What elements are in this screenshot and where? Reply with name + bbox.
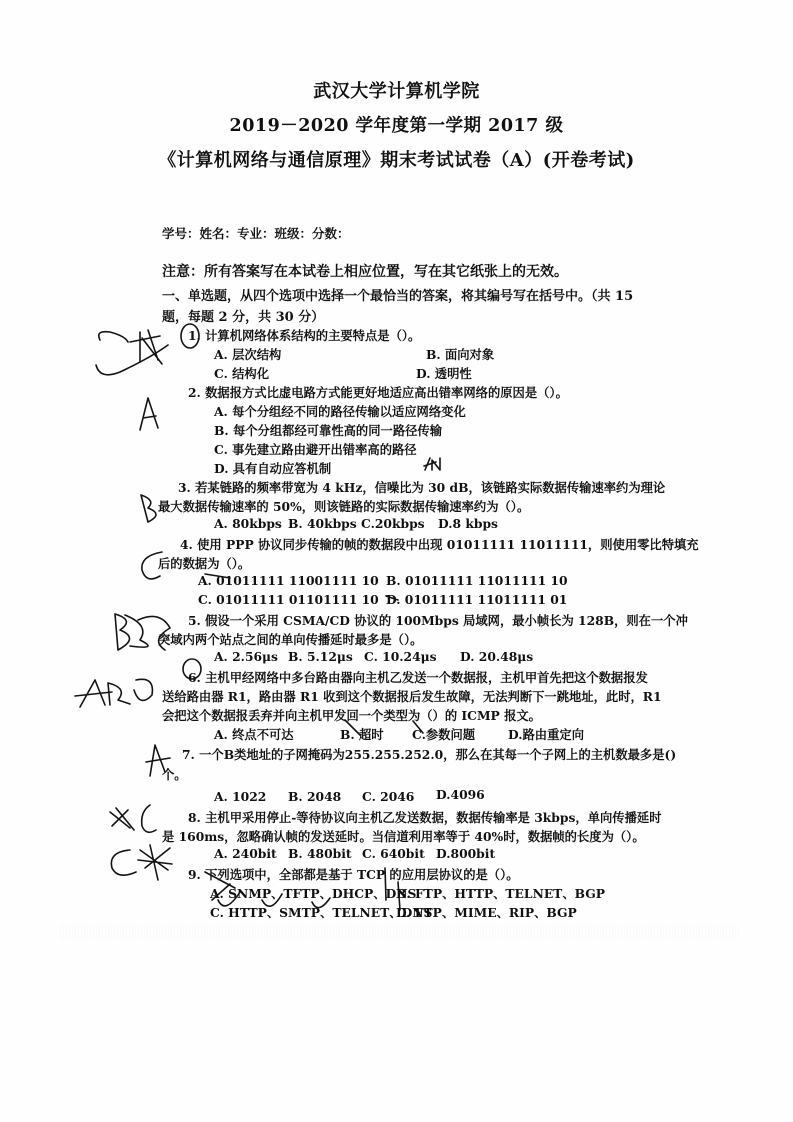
q8-handwritten-answer-c <box>110 805 156 832</box>
exam-title: 《计算机网络与通信原理》期末考试试卷（A）(开卷考试) <box>158 150 635 171</box>
question-9-stem: 9. 下列选项中，全部都是基于 TCP 的应用层协议的是（）。 <box>188 867 519 882</box>
q6-option-d: D.路由重定向 <box>508 727 584 742</box>
q3-option-c: C.20kbps <box>361 516 425 531</box>
q5-option-b: B. 5.12μs <box>288 649 353 664</box>
question-4-stem-line1: 4. 使用 PPP 协议同步传输的帧的数据段中出现 01011111 11011111，则使用零比特填充 <box>180 537 699 552</box>
q4-option-a: A. 01011111 11001111 10 <box>198 573 379 588</box>
q4-option-b: B. 01011111 11011111 10 <box>386 573 568 588</box>
q2-option-d: D. 具有自动应答机制 <box>214 461 332 476</box>
student-info-line: 学号：姓名：专业：班级：分数： <box>162 226 350 241</box>
university-title: 武汉大学计算机学院 <box>313 81 480 102</box>
question-6-stem-line2: 送给路由器 R1，路由器 R1 收到这个数据报后发生故障，无法判断下一跳地址，此时，R1 <box>162 689 662 704</box>
question-3-stem-line2: 最大数据传输速率的 50%，则该链路的实际数据传输速率约为（）。 <box>158 499 530 514</box>
question-8-stem-line1: 8. 主机甲采用停止-等待协议向主机乙发送数据，数据传输率是 3kbps，单向传播延时 <box>188 810 662 825</box>
question-4-stem-line2: 后的数据为（）。 <box>158 556 251 571</box>
q8-option-a: A. 240bit <box>214 846 277 861</box>
q1-option-b: B. 面向对象 <box>426 347 495 362</box>
q9-option-d: D. FTP、MIME、RIP、BGP <box>396 905 577 920</box>
q5-option-a: A. 2.56μs <box>214 649 278 664</box>
q4-option-d: D. 01011111 11011111 01 <box>386 592 568 607</box>
q2-option-b: B. 每个分组都经可靠性高的同一路径传输 <box>214 423 443 438</box>
q3-option-b: B. 40kbps <box>288 516 357 531</box>
question-3-stem-line1: 3. 若某链路的频率带宽为 4 kHz，信噪比为 30 dB，该链路实际数据传输速率约为理论 <box>178 480 666 495</box>
q1-option-d: D. 透明性 <box>416 366 472 381</box>
q8-option-c: C. 640bit <box>362 846 425 861</box>
q6-option-c: C.参数问题 <box>412 727 476 742</box>
question-7-stem-line1: 7. 一个B类地址的子网掩码为255.255.252.0，那么在其每一个子网上的主机数最多是() <box>182 747 677 762</box>
q6-option-b: B. 超时 <box>340 727 384 742</box>
q7-option-b: B. 2048 <box>288 789 342 804</box>
question-5-stem-line1: 5. 假设一个采用 CSMA/CD 协议的 100Mbps 局域网，最小帧长为 128B，则在一个冲 <box>188 613 688 628</box>
q2-option-c: C. 事先建立路由避开出错率高的路径 <box>214 442 417 457</box>
question-6-stem-line3: 会把这个数据报丢弃并向主机甲发回一个类型为（）的 ICMP 报文。 <box>162 708 541 723</box>
question-7-stem-line2: 个。 <box>162 767 187 782</box>
q8-option-b: B. 480bit <box>288 846 352 861</box>
q1-option-a: A. 层次结构 <box>214 347 282 362</box>
q5-option-d: D. 20.48μs <box>460 649 534 664</box>
q3-option-d: D.8 kbps <box>438 516 498 531</box>
q2-handwritten-answer-a <box>140 398 158 430</box>
q9-option-a: A. SNMP、TFTP、DHCP、DNS <box>210 886 417 901</box>
semester-title: 2019－2020 学年度第一学期 2017 级 <box>229 116 564 136</box>
q7-option-d: D.4096 <box>436 787 485 802</box>
q4-option-c: C. 01011111 01101111 10 <box>198 592 379 607</box>
q6-option-a: A. 终点不可达 <box>214 727 294 742</box>
q7-option-a: A. 1022 <box>214 789 267 804</box>
notice: 注意：所有答案写在本试卷上相应位置，写在其它纸张上的无效。 <box>162 264 568 280</box>
q8-option-d: D.800bit <box>436 846 496 861</box>
question-5-stem-line2: 突域内两个站点之间的单向传播延时最多是（）。 <box>158 632 423 647</box>
q3-option-a: A. 80kbps <box>214 516 282 531</box>
question-8-stem-line2: 是 160ms，忽略确认帧的发送延时。当信道利用率等于 40%时，数据帧的长度为（）。 <box>162 829 645 844</box>
question-6-stem-line1: 6. 主机甲经网络中多台路由器向主机乙发送一个数据报，主机甲首先把这个数据报发 <box>188 670 648 685</box>
scan-artifact-strip <box>60 925 740 939</box>
q2-option-a: A. 每个分组经不同的路径传输以适应网络变化 <box>214 404 466 419</box>
q5-option-c: C. 10.24μs <box>364 649 437 664</box>
q9-option-b: B. FTP、HTTP、TELNET、BGP <box>396 886 606 901</box>
q1-option-c: C. 结构化 <box>214 366 270 381</box>
q9-option-c: C. HTTP、SMTP、TELNET、DNS <box>210 905 433 920</box>
q7-option-c: C. 2046 <box>362 789 415 804</box>
question-1-stem: 1. 计算机网络体系结构的主要特点是（）。 <box>188 328 421 343</box>
question-2-stem: 2. 数据报方式比虚电路方式能更好地适应高出错率网络的原因是（）。 <box>188 385 568 400</box>
section-heading: 一、单选题，从四个选项中选择一个最恰当的答案，将其编号写在括号中。（共 15 题，每题 2 分，共 30 分） <box>162 289 634 325</box>
q1-handwritten-answer-mark <box>96 324 199 375</box>
